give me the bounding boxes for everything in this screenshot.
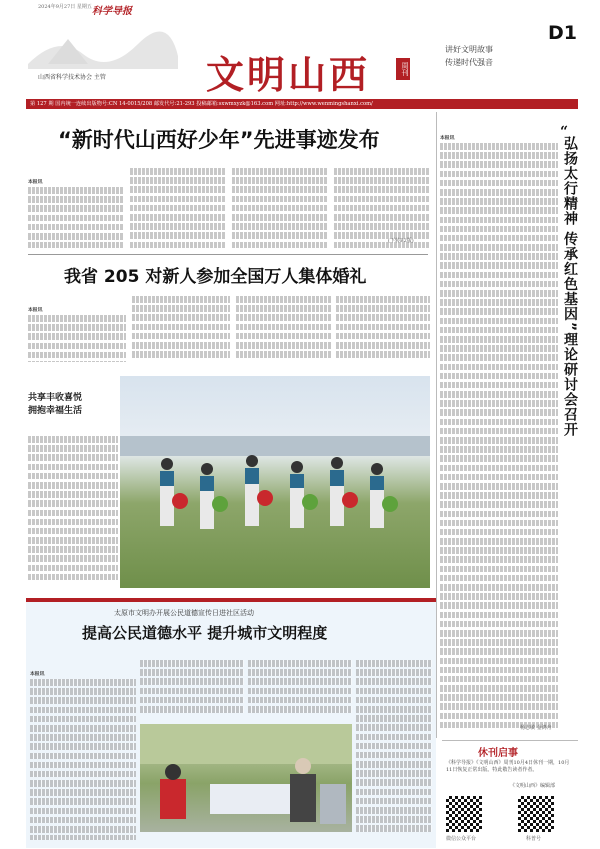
photo-article-text xyxy=(28,436,118,588)
side-quote-mark: “ xyxy=(560,124,569,140)
qr-code-wechat-icon[interactable] xyxy=(446,796,482,832)
article-3-col-3 xyxy=(248,660,352,720)
info-bar: 第 127 期 国内统一连续出版物号:CN 14-0015/208 邮发代号:21-293 投稿邮箱:sxwmxyzk@163.com 网址:http://www.wenmingshanxi.com/ xyxy=(30,101,373,107)
community-photo-icon xyxy=(140,724,352,832)
photo-dancers xyxy=(120,376,430,588)
qr-code-kepu-icon[interactable] xyxy=(518,796,554,832)
sponsor: 山西省科学技术协会 主管 xyxy=(38,74,106,81)
article-2-col-3 xyxy=(236,296,332,362)
side-author: 杨志敏 金鸿舟 xyxy=(520,725,552,731)
article-3-kicker: 太原市文明办开展公民道德宣传日进社区活动 xyxy=(114,609,254,617)
continued-1: (下转B2版) xyxy=(388,238,414,244)
small-brand: 科学导报 xyxy=(92,6,132,17)
article-2-col-4 xyxy=(336,296,430,362)
date-line: 2024年9月27日 星期五 xyxy=(38,4,92,10)
article-3-col-4 xyxy=(356,660,432,840)
photo-community-caption xyxy=(140,834,352,840)
illustration xyxy=(28,14,178,69)
article-1-col-3 xyxy=(232,168,328,248)
slogan-line-2: 传递时代强音 xyxy=(445,58,493,67)
qr-label-kepu: 科普号 xyxy=(526,836,542,842)
article-2-col-2 xyxy=(132,296,230,362)
qr-label-wechat: 微信公众平台 xyxy=(446,836,477,842)
weekly-badge: 周刊 xyxy=(396,58,410,80)
article-3-col-1: 本报讯 xyxy=(30,660,136,840)
notice-title: 休刊启事 xyxy=(478,748,518,759)
article-2-col-1: 本报讯 xyxy=(28,296,126,362)
article-1-col-2 xyxy=(130,168,226,248)
slogan-line-1: 讲好文明故事 xyxy=(445,45,493,54)
side-article-text: 本报讯 xyxy=(440,124,558,728)
page-code: D1 xyxy=(548,22,577,44)
article-1-col-4 xyxy=(334,168,430,248)
photo-caption-title: 共享丰收喜悦 拥抱幸福生活 xyxy=(28,393,83,416)
headline-2: 我省 205 对新人参加全国万人集体婚礼 xyxy=(64,267,367,287)
notice-body: 《科学导报》《文明山西》周刊10月4日休刊一期，10月11日恢复正常出版。特此敬告读者作者。 xyxy=(446,760,570,773)
article-1-col-1: 本报讯 xyxy=(28,168,124,248)
article-3-title: 提高公民道德水平 提升城市文明程度 xyxy=(82,624,328,642)
notice-signoff: 《文明山西》编辑部 xyxy=(510,783,556,789)
dancers-photo-icon xyxy=(120,376,430,588)
headline-1: “新时代山西好少年”先进事迹发布 xyxy=(58,128,380,152)
photo-community xyxy=(140,724,352,832)
article-3-col-2 xyxy=(140,660,244,720)
masthead-title: 文明山西 xyxy=(206,52,371,97)
mountain-illustration-icon xyxy=(28,14,178,69)
side-title: 弘扬太行精神 传承红色基因”理论研讨会召开 xyxy=(562,136,578,438)
